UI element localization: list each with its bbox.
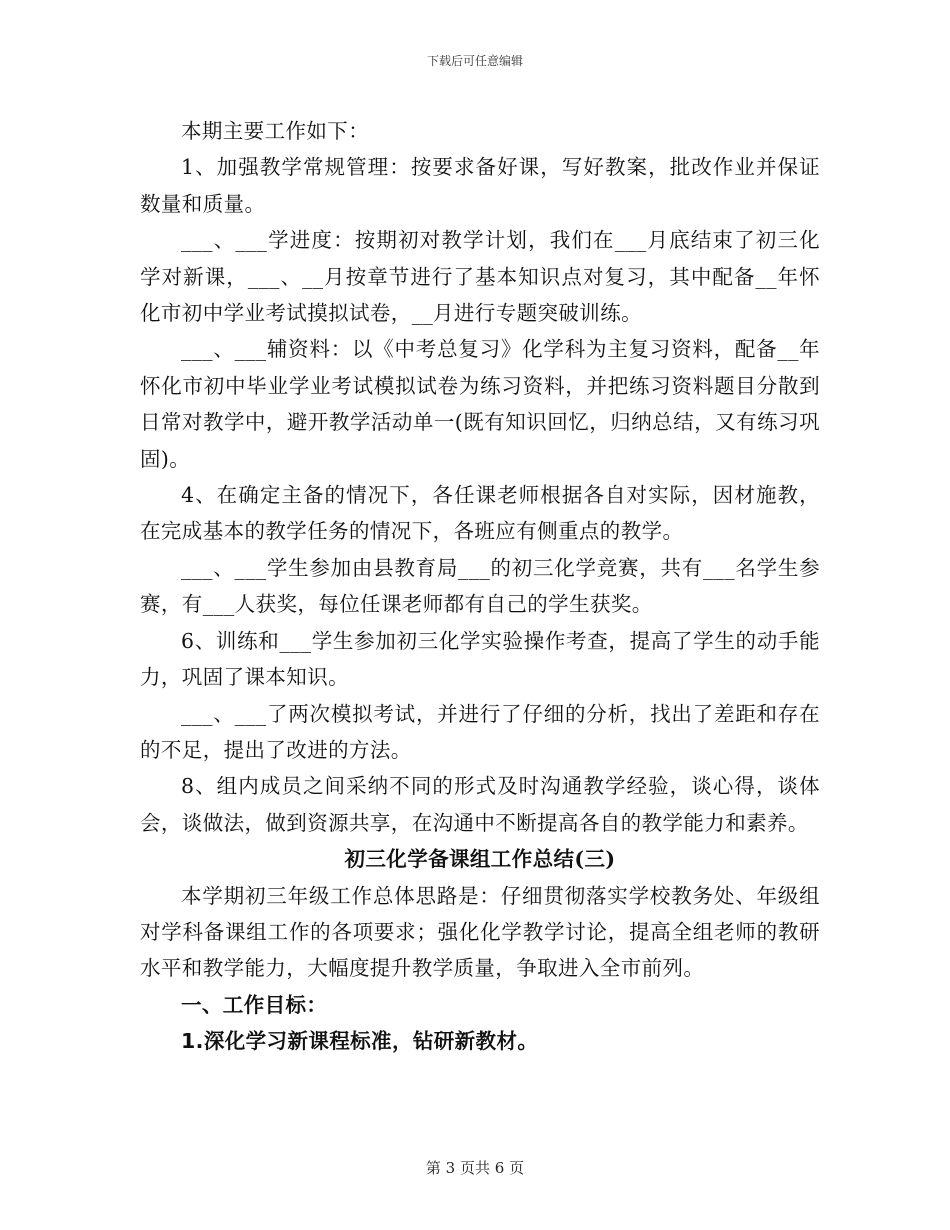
paragraph-item-3: ___、___辅资料：以《中考总复习》化学科为主复习资料，配备__年怀化市初中毕业学业考试模拟试卷为练习资料，并把练习资料题目分散到日常对教学中，避开教学活动单一(既有知识回忆，归纳总结，又有练习巩固)。 <box>140 337 820 471</box>
paragraph-overview: 本学期初三年级工作总体思路是：仔细贯彻落实学校教务处、年级组对学科备课组工作的各项要求；强化化学教学讨论，提高全组老师的教研水平和教学能力，大幅度提升教学质量，争取进入全市前列。 <box>140 883 820 981</box>
paragraph-intro: 本期主要工作如下： <box>181 119 370 143</box>
paragraph-item-6: 6、训练和___学生参加初三化学实验操作考查，提高了学生的动手能力，巩固了课本知识。 <box>140 628 820 690</box>
section-title: 初三化学备课组工作总结(三) <box>344 847 616 872</box>
paragraph-item-1: 1、加强教学常规管理：按要求备好课，写好教案，批改作业并保证数量和质量。 <box>140 155 820 216</box>
page-header: 下载后可任意编辑 <box>426 54 523 68</box>
paragraph-item-7: ___、___了两次模拟考试，并进行了仔细的分析，找出了差距和存在的不足，提出了改进的方法。 <box>140 701 820 762</box>
paragraph-item-5: ___、___学生参加由县教育局___的初三化学竞赛，共有___名学生参赛，有___人获奖，每位任课老师都有自己的学生获奖。 <box>140 555 820 617</box>
heading-work-goals: 一、工作目标： <box>181 992 328 1017</box>
paragraph-item-4: 4、在确定主备的情况下，各任课老师根据各自对实际，因材施教，在完成基本的教学任务的情况下，各班应有侧重点的教学。 <box>140 483 820 544</box>
paragraph-item-2: ___、___学进度：按期初对教学计划，我们在___月底结束了初三化学对新课，___、__月按章节进行了基本知识点对复习，其中配备__年怀化市初中学业考试摸拟试卷，__月进行专题突破训练。 <box>140 228 820 326</box>
subheading-goal-1: 1.深化学习新课程标准，钻研新教材。 <box>181 1029 539 1054</box>
document-body <box>140 113 820 1060</box>
page-footer: 第 3 页共 6 页 <box>425 1159 525 1177</box>
paragraph-item-8: 8、组内成员之间采纳不同的形式及时沟通教学经验，谈心得，谈体会，谈做法，做到资源共享，在沟通中不断提高各自的教学能力和素养。 <box>140 774 820 835</box>
